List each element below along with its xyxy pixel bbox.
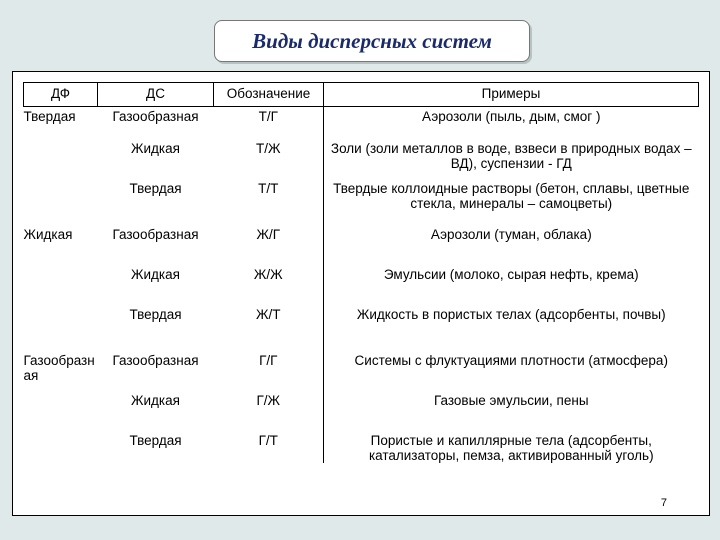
cell-notation: Т/Ж [256, 141, 281, 156]
table-row [24, 305, 699, 351]
cell-df [24, 431, 98, 463]
cell-ds: Жидкая [131, 393, 180, 408]
cell-df: Твердая [23, 109, 76, 124]
cell-df: Жидкая [23, 227, 73, 242]
cell-ds: Твердая [129, 307, 182, 322]
cell-df: Газообразная [23, 353, 95, 383]
table-row [24, 351, 699, 391]
cell-ds: Жидкая [131, 267, 180, 282]
table-row [24, 265, 699, 305]
header-notation: Обозначение [214, 83, 324, 107]
header-df: ДФ [24, 83, 98, 107]
cell-examples: Жидкость в пористых телах (адсорбенты, почвы) [324, 305, 699, 351]
cell-ds: Газообразная [112, 227, 199, 242]
table-header-row [24, 83, 699, 107]
table-row [24, 391, 699, 431]
cell-examples: Золи (золи металлов в воде, взвеси в природных водах – ВД), суспензии - ГД [324, 139, 699, 179]
cell-ds: Газообразная [112, 353, 199, 368]
header-examples: Примеры [324, 83, 699, 107]
cell-ds: Твердая [129, 181, 182, 196]
cell-notation: Т/Т [258, 181, 279, 196]
cell-examples: Аэрозоли (туман, облака) [324, 225, 699, 265]
cell-df [24, 391, 98, 431]
table-row [24, 179, 699, 225]
cell-notation: Ж/Т [256, 307, 281, 322]
cell-df [24, 139, 98, 179]
cell-notation: Г/Г [259, 353, 278, 368]
cell-ds: Твердая [129, 433, 182, 448]
header-ds: ДС [98, 83, 214, 107]
cell-examples: Аэрозоли (пыль, дым, смог ) [324, 107, 699, 140]
cell-examples: Пористые и капиллярные тела (адсорбенты, катализаторы, пемза, активированный уголь) [324, 431, 699, 463]
cell-notation: Ж/Ж [253, 267, 283, 282]
table [23, 82, 699, 463]
slide-title: Виды дисперсных систем [252, 28, 492, 53]
cell-notation: Ж/Г [256, 227, 281, 242]
cell-notation: Т/Г [258, 109, 278, 124]
page-number: 7 [660, 497, 667, 509]
cell-notation: Г/Т [258, 433, 278, 448]
cell-examples: Твердые коллоидные растворы (бетон, сплавы, цветные стекла, минералы – самоцветы) [324, 179, 699, 225]
table-row [24, 107, 699, 140]
cell-df [24, 265, 98, 305]
table-row [24, 431, 699, 463]
cell-examples: Газовые эмульсии, пены [324, 391, 699, 431]
table-row [24, 139, 699, 179]
cell-df [24, 179, 98, 225]
cell-examples: Эмульсии (молоко, сырая нефть, крема) [324, 265, 699, 305]
cell-notation: Г/Ж [256, 393, 281, 408]
cell-df [24, 305, 98, 351]
dispersion-systems-table [12, 71, 710, 516]
cell-ds: Газообразная [112, 109, 199, 124]
slide-title-box [214, 20, 530, 62]
cell-examples: Системы с флуктуациями плотности (атмосфера) [324, 351, 699, 391]
table-row [24, 225, 699, 265]
cell-ds: Жидкая [131, 141, 180, 156]
